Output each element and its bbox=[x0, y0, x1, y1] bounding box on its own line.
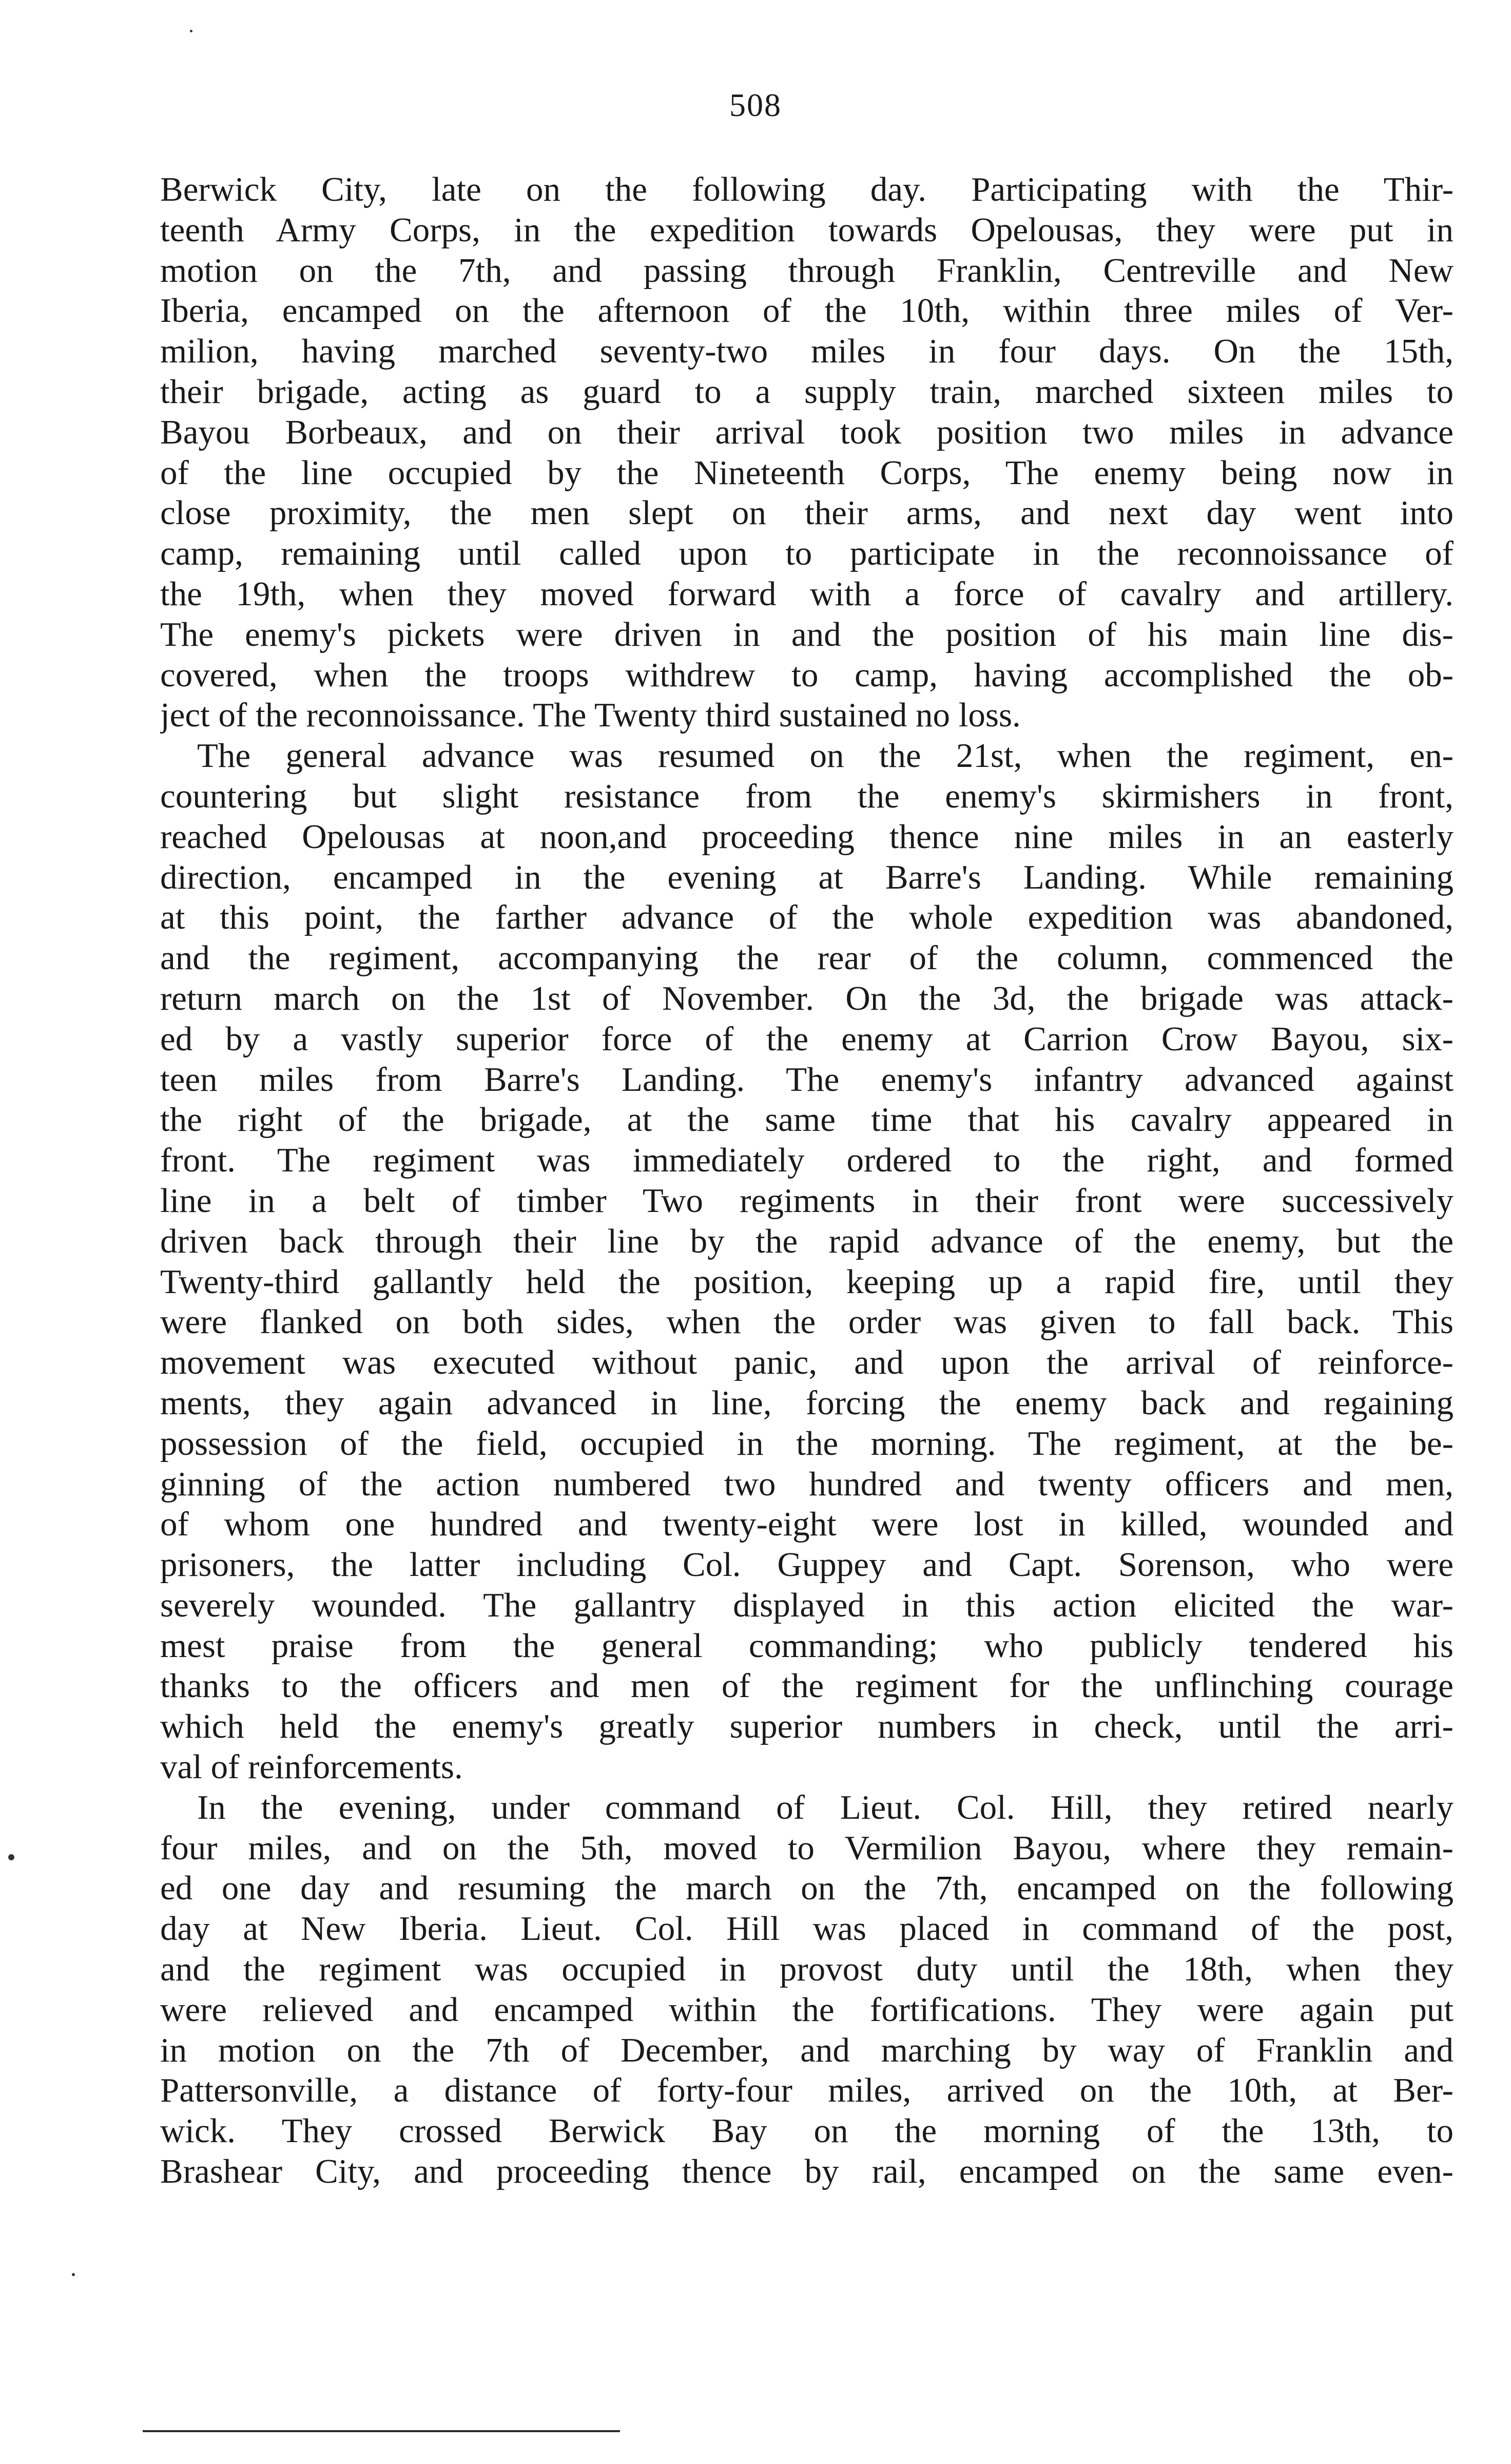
text-line: return march on the 1st of November. On the 3d, the brigade was attack- bbox=[160, 979, 1454, 1017]
text-line: close proximity, the men slept on their arms, and next day went into bbox=[160, 494, 1454, 532]
footer-rule bbox=[143, 2430, 620, 2432]
text-line: the right of the brigade, at the same time that his cavalry appeared in bbox=[160, 1101, 1454, 1139]
text-line: severely wounded. The gallantry displayed in this action elicited the war- bbox=[160, 1586, 1454, 1624]
text-line: Pattersonville, a distance of forty-four miles, arrived on the 10th, at Ber- bbox=[160, 2071, 1454, 2110]
text-line: The general advance was resumed on the 21st, when the regiment, en- bbox=[197, 737, 1454, 775]
text-line: front. The regiment was immediately ordered to the right, and formed bbox=[160, 1141, 1454, 1180]
text-line: ed by a vastly superior force of the enemy at Carrion Crow Bayou, six- bbox=[160, 1019, 1454, 1058]
text-line: covered, when the troops withdrew to camp, having accomplished the ob- bbox=[160, 656, 1454, 694]
text-line: Iberia, encamped on the afternoon of the 10th, within three miles of Ver- bbox=[160, 292, 1454, 330]
page-body-text bbox=[160, 169, 1454, 2192]
text-line: movement was executed without panic, and upon the arrival of reinforce- bbox=[160, 1343, 1454, 1382]
text-line: four miles, and on the 5th, moved to Vermilion Bayou, where they remain- bbox=[160, 1828, 1454, 1867]
text-line: ments, they again advanced in line, forcing the enemy back and regaining bbox=[160, 1383, 1454, 1422]
text-line: were flanked on both sides, when the order was given to fall back. This bbox=[160, 1303, 1454, 1341]
text-line: were relieved and encamped within the fortifications. They were again put bbox=[160, 1990, 1454, 2029]
text-line: line in a belt of timber Two regiments in their front were successively bbox=[160, 1181, 1454, 1220]
text-line: teen miles from Barre's Landing. The enemy's infantry advanced against bbox=[160, 1060, 1454, 1099]
text-line: The enemy's pickets were driven in and the position of his main line dis- bbox=[160, 615, 1454, 653]
text-line: Bayou Borbeaux, and on their arrival took position two miles in advance bbox=[160, 413, 1454, 451]
text-line: ginning of the action numbered two hundred and twenty officers and men, bbox=[160, 1465, 1454, 1503]
margin-speck bbox=[190, 30, 192, 32]
text-line: of the line occupied by the Nineteenth Corps, The enemy being now in bbox=[160, 453, 1454, 492]
text-line: mest praise from the general commanding; who publicly tendered his bbox=[160, 1626, 1454, 1665]
text-line: wick. They crossed Berwick Bay on the morning of the 13th, to bbox=[160, 2112, 1454, 2150]
text-line: driven back through their line by the rapid advance of the enemy, but the bbox=[160, 1222, 1454, 1260]
text-line: which held the enemy's greatly superior numbers in check, until the arri- bbox=[160, 1707, 1454, 1746]
text-line: the 19th, when they moved forward with a force of cavalry and artillery. bbox=[160, 574, 1454, 613]
text-line: camp, remaining until called upon to participate in the reconnoissance of bbox=[160, 534, 1454, 573]
text-line: In the evening, under command of Lieut. Col. Hill, they retired nearly bbox=[197, 1788, 1454, 1826]
text-line: thanks to the officers and men of the regiment for the unflinching courage bbox=[160, 1667, 1454, 1705]
text-line: milion, having marched seventy-two miles in four days. On the 15th, bbox=[160, 332, 1454, 371]
text-line: direction, encamped in the evening at Barre's Landing. While remaining bbox=[160, 858, 1454, 896]
text-line: and the regiment, accompanying the rear of the column, commenced the bbox=[160, 939, 1454, 977]
text-line: and the regiment was occupied in provost duty until the 18th, when they bbox=[160, 1950, 1454, 1989]
text-line: possession of the field, occupied in the morning. The regiment, at the be- bbox=[160, 1424, 1454, 1462]
text-line: prisoners, the latter including Col. Guppey and Capt. Sorenson, who were bbox=[160, 1546, 1454, 1584]
text-line: val of reinforcements. bbox=[160, 1748, 463, 1786]
page-number: 508 bbox=[729, 87, 782, 123]
text-line: at this point, the farther advance of the whole expedition was abandoned, bbox=[160, 898, 1454, 937]
margin-dot bbox=[8, 1854, 14, 1860]
text-line: day at New Iberia. Lieut. Col. Hill was placed in command of the post, bbox=[160, 1910, 1454, 1948]
text-line: their brigade, acting as guard to a supply train, marched sixteen miles to bbox=[160, 372, 1454, 411]
text-line: ject of the reconnoissance. The Twenty third sustained no loss. bbox=[160, 696, 1021, 735]
text-line: ed one day and resuming the march on the 7th, encamped on the following bbox=[160, 1869, 1454, 1908]
text-line: Berwick City, late on the following day. Participating with the Thir- bbox=[160, 170, 1454, 208]
text-line: countering but slight resistance from the enemy's skirmishers in front, bbox=[160, 777, 1454, 815]
text-line: Twenty-third gallantly held the position, keeping up a rapid fire, until they bbox=[160, 1262, 1454, 1301]
text-line: of whom one hundred and twenty-eight were lost in killed, wounded and bbox=[160, 1505, 1454, 1544]
text-line: reached Opelousas at noon,and proceeding thence nine miles in an easterly bbox=[160, 817, 1454, 856]
text-line: teenth Army Corps, in the expedition towards Opelousas, they were put in bbox=[160, 210, 1454, 249]
text-line: Brashear City, and proceeding thence by rail, encamped on the same even- bbox=[160, 2152, 1454, 2191]
text-line: in motion on the 7th of December, and marching by way of Franklin and bbox=[160, 2031, 1454, 2069]
margin-speck bbox=[72, 2273, 75, 2276]
text-line: motion on the 7th, and passing through Franklin, Centreville and New bbox=[160, 251, 1454, 290]
